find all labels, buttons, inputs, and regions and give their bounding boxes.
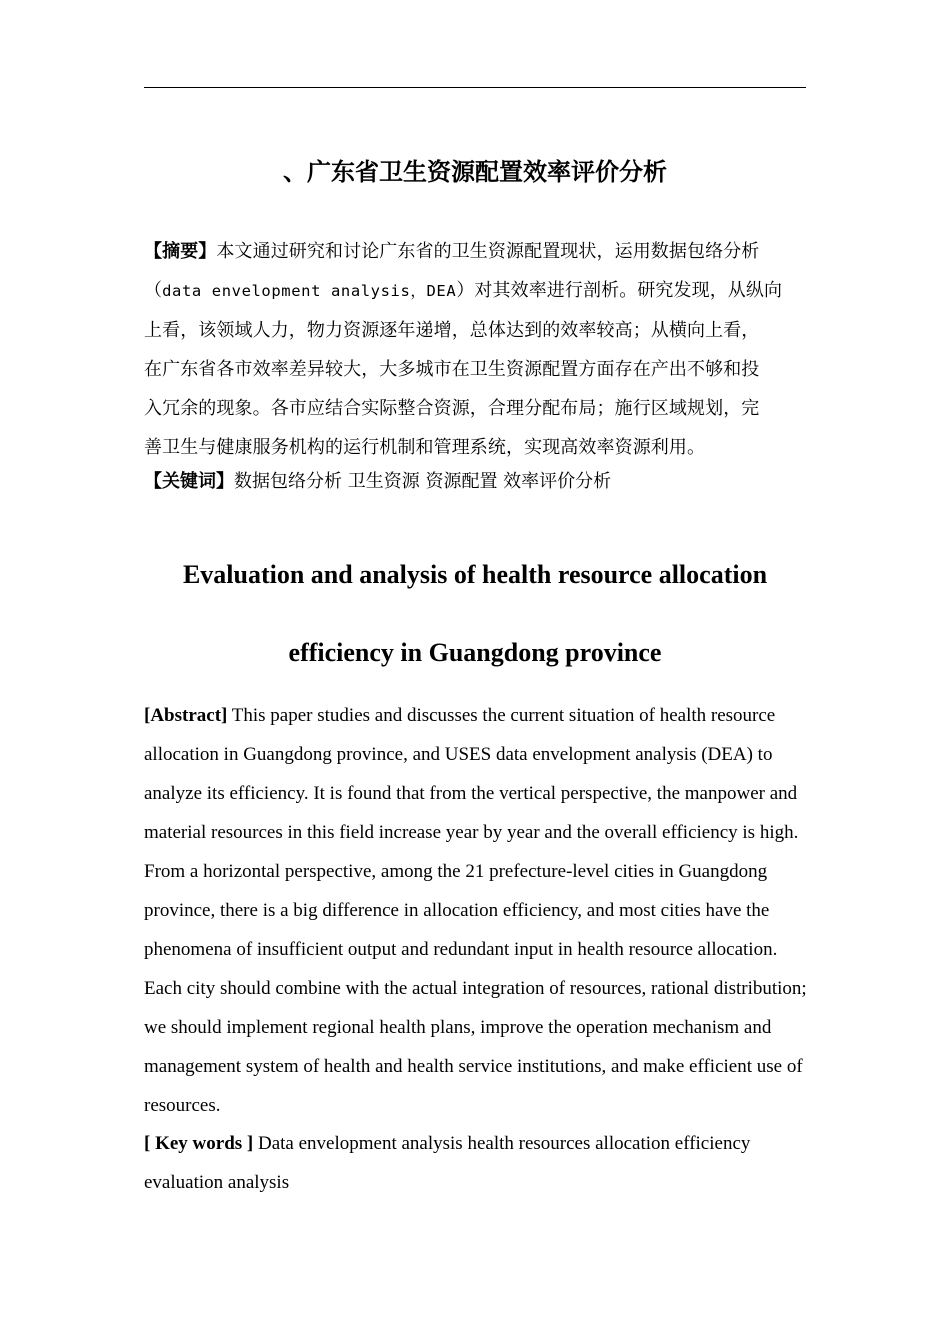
english-keywords [144,1124,810,1202]
chinese-abstract-line: 在广东省各市效率差异较大，大多城市在卫生资源配置方面存在产出不够和投 [144,359,760,380]
english-title-line: efficiency in Guangdong province [288,638,662,667]
english-abstract [144,696,810,1125]
english-keywords-label: [ Key words ] [144,1133,254,1154]
chinese-abstract-line [144,232,808,271]
english-title-line: Evaluation and analysis of health resource allocation [182,560,768,589]
chinese-abstract-label: 【摘要】 [144,241,217,262]
english-keywords-text: Data envelopment analysis health resources allocation efficiency evaluation analysis [144,1133,751,1193]
english-abstract-label: [Abstract] [144,705,228,726]
chinese-keywords-label: 【关键词】 [144,471,234,492]
chinese-abstract-line: 上看，该领域人力，物力资源逐年递增，总体达到的效率较高；从横向上看， [144,320,760,341]
chinese-title: 、广东省卫生资源配置效率评价分析 [283,158,667,186]
chinese-abstract-text: ）对其效率进行剖析。研究发现，从纵向 [456,280,783,301]
chinese-abstract-line: 善卫生与健康服务机构的运行机制和管理系统，实现高效率资源利用。 [144,437,706,458]
header-rule [144,87,806,88]
chinese-keywords-text: 数据包络分析 卫生资源 资源配置 效率评价分析 [234,471,612,492]
chinese-abstract [144,232,808,467]
chinese-abstract-line: 入冗余的现象。各市应结合实际整合资源，合理分配布局；施行区域规划，完 [144,398,760,419]
english-title [144,536,806,692]
chinese-abstract-latin: data envelopment analysis，DEA [162,282,457,300]
english-abstract-text: This paper studies and discusses the current situation of health resource allocation in Guangdong province, and USES data envelopment analysis (DEA) to analyze its efficiency. It is found that from the vertical perspective, the manpower and material resources in this field increase year by year and the overall efficiency is high. From a horizontal perspective, among the 21 prefecture-level cities in Guangdong province, there is a big difference in allocation efficiency, and most cities have the phenomena of insufficient output and redundant input in health resource allocation. Each city should combine with the actual integration of resources, rational distribution; we should implement regional health plans, improve the operation mechanism and management system of health and health service institutions, and make efficient use of resources. [144,705,807,1116]
chinese-abstract-text: 本文通过研究和讨论广东省的卫生资源配置现状，运用数据包络分析 [216,241,760,262]
chinese-abstract-paren: （ [144,280,163,301]
chinese-abstract-line [144,271,808,311]
chinese-keywords [144,463,808,501]
